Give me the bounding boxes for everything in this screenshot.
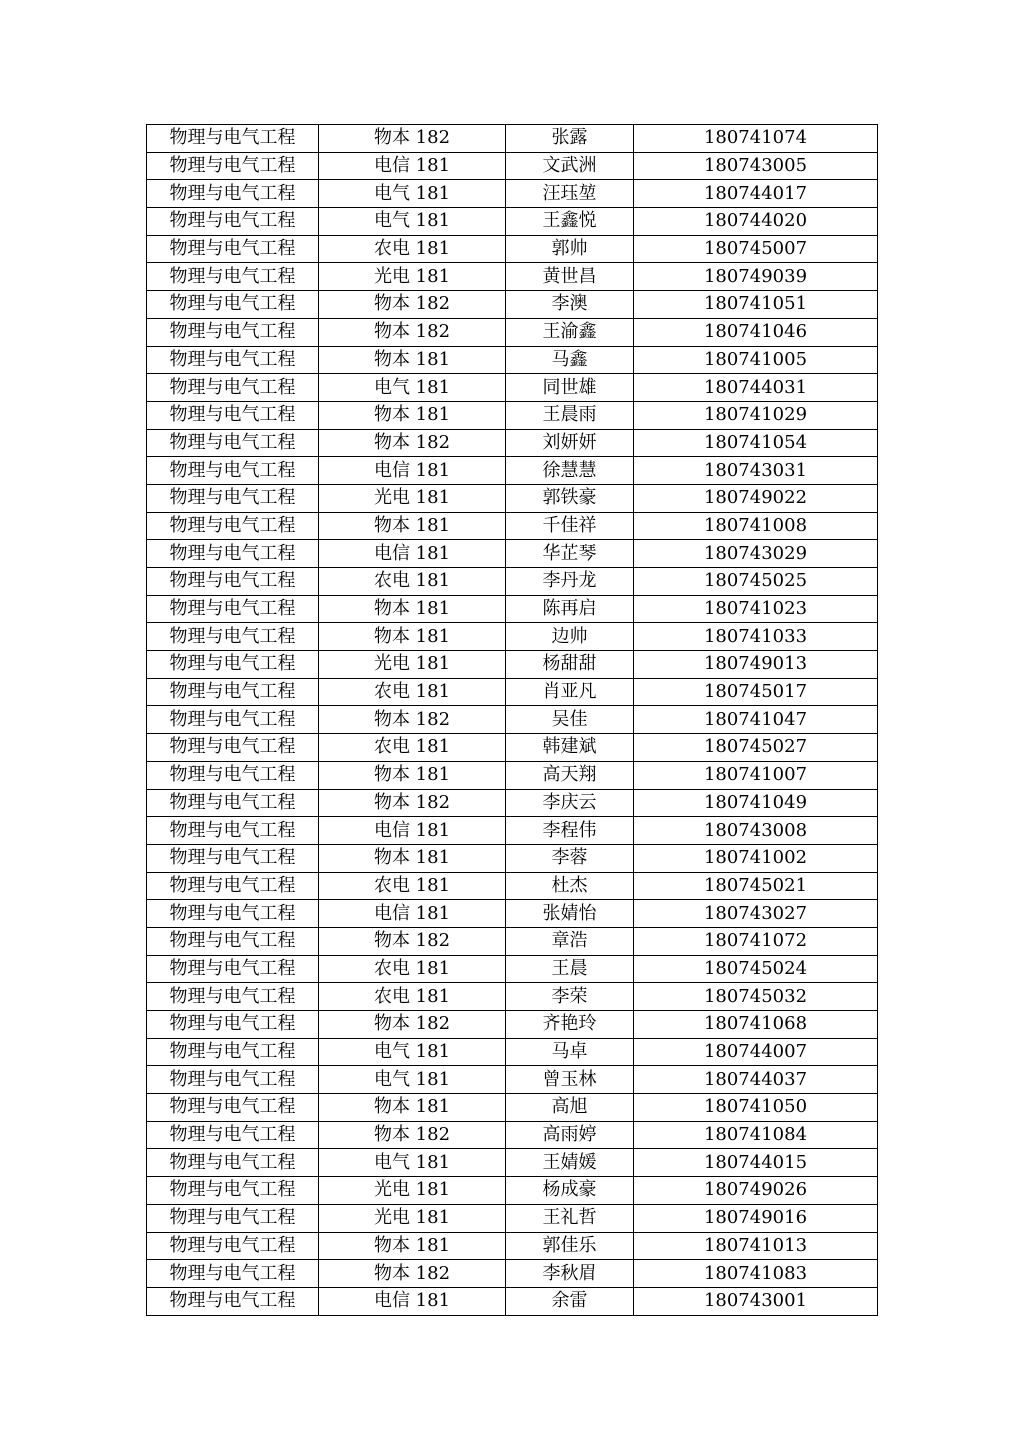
- table-row: [147, 1121, 878, 1149]
- name-cell: 刘妍妍: [506, 429, 634, 457]
- table-row: [147, 678, 878, 706]
- class-cell: 物本 182: [319, 125, 506, 153]
- name-cell: 李蓉: [506, 844, 634, 872]
- table-row: [147, 318, 878, 346]
- student-id-cell: 180741074: [634, 125, 878, 153]
- student-id-cell: 180741068: [634, 1011, 878, 1039]
- student-id-cell: 180741023: [634, 595, 878, 623]
- table-row: [147, 1011, 878, 1039]
- student-id-cell: 180744037: [634, 1066, 878, 1094]
- table-row: [147, 927, 878, 955]
- class-cell: 物本 181: [319, 401, 506, 429]
- student-id-cell: 180741007: [634, 761, 878, 789]
- class-cell: 电信 181: [319, 1287, 506, 1315]
- table-row: [147, 568, 878, 596]
- table-row: [147, 817, 878, 845]
- college-cell: 物理与电气工程: [147, 374, 319, 402]
- table-row: [147, 651, 878, 679]
- student-id-cell: 180745017: [634, 678, 878, 706]
- table-row: [147, 734, 878, 762]
- college-cell: 物理与电气工程: [147, 1177, 319, 1205]
- student-id-cell: 180741046: [634, 318, 878, 346]
- student-id-cell: 180741013: [634, 1232, 878, 1260]
- college-cell: 物理与电气工程: [147, 1038, 319, 1066]
- table-row: [147, 1066, 878, 1094]
- name-cell: 边帅: [506, 623, 634, 651]
- college-cell: 物理与电气工程: [147, 706, 319, 734]
- class-cell: 光电 181: [319, 651, 506, 679]
- name-cell: 李丹龙: [506, 568, 634, 596]
- class-cell: 物本 182: [319, 1011, 506, 1039]
- name-cell: 陈再启: [506, 595, 634, 623]
- college-cell: 物理与电气工程: [147, 1232, 319, 1260]
- table-row: [147, 540, 878, 568]
- table-row: [147, 180, 878, 208]
- college-cell: 物理与电气工程: [147, 208, 319, 236]
- student-id-cell: 180741033: [634, 623, 878, 651]
- class-cell: 物本 182: [319, 927, 506, 955]
- name-cell: 曾玉林: [506, 1066, 634, 1094]
- student-id-cell: 180741008: [634, 512, 878, 540]
- college-cell: 物理与电气工程: [147, 678, 319, 706]
- college-cell: 物理与电气工程: [147, 235, 319, 263]
- name-cell: 马鑫: [506, 346, 634, 374]
- class-cell: 物本 181: [319, 623, 506, 651]
- table-row: [147, 125, 878, 153]
- table-body: [147, 125, 878, 1316]
- class-cell: 电气 181: [319, 374, 506, 402]
- class-cell: 农电 181: [319, 872, 506, 900]
- name-cell: 章浩: [506, 927, 634, 955]
- name-cell: 余雷: [506, 1287, 634, 1315]
- student-id-cell: 180743027: [634, 900, 878, 928]
- table-row: [147, 291, 878, 319]
- table-row: [147, 1038, 878, 1066]
- table-row: [147, 457, 878, 485]
- class-cell: 电信 181: [319, 900, 506, 928]
- table-row: [147, 1177, 878, 1205]
- college-cell: 物理与电气工程: [147, 927, 319, 955]
- college-cell: 物理与电气工程: [147, 1204, 319, 1232]
- name-cell: 王婧媛: [506, 1149, 634, 1177]
- college-cell: 物理与电气工程: [147, 623, 319, 651]
- student-id-cell: 180743001: [634, 1287, 878, 1315]
- name-cell: 齐艳玲: [506, 1011, 634, 1039]
- student-id-cell: 180744017: [634, 180, 878, 208]
- name-cell: 王礼哲: [506, 1204, 634, 1232]
- student-id-cell: 180745024: [634, 955, 878, 983]
- student-id-cell: 180749039: [634, 263, 878, 291]
- class-cell: 光电 181: [319, 263, 506, 291]
- college-cell: 物理与电气工程: [147, 734, 319, 762]
- college-cell: 物理与电气工程: [147, 484, 319, 512]
- college-cell: 物理与电气工程: [147, 1287, 319, 1315]
- college-cell: 物理与电气工程: [147, 651, 319, 679]
- student-id-cell: 180749013: [634, 651, 878, 679]
- table-row: [147, 1149, 878, 1177]
- college-cell: 物理与电气工程: [147, 346, 319, 374]
- table-row: [147, 235, 878, 263]
- name-cell: 肖亚凡: [506, 678, 634, 706]
- name-cell: 黄世昌: [506, 263, 634, 291]
- name-cell: 韩建斌: [506, 734, 634, 762]
- college-cell: 物理与电气工程: [147, 1149, 319, 1177]
- class-cell: 物本 182: [319, 1260, 506, 1288]
- college-cell: 物理与电气工程: [147, 983, 319, 1011]
- class-cell: 电气 181: [319, 1066, 506, 1094]
- student-id-cell: 180741047: [634, 706, 878, 734]
- name-cell: 李秋眉: [506, 1260, 634, 1288]
- class-cell: 物本 181: [319, 761, 506, 789]
- name-cell: 李程伟: [506, 817, 634, 845]
- college-cell: 物理与电气工程: [147, 595, 319, 623]
- class-cell: 光电 181: [319, 484, 506, 512]
- student-id-cell: 180741051: [634, 291, 878, 319]
- class-cell: 农电 181: [319, 678, 506, 706]
- class-cell: 物本 182: [319, 291, 506, 319]
- student-id-cell: 180745025: [634, 568, 878, 596]
- class-cell: 农电 181: [319, 955, 506, 983]
- class-cell: 电信 181: [319, 817, 506, 845]
- class-cell: 物本 182: [319, 429, 506, 457]
- student-id-cell: 180741029: [634, 401, 878, 429]
- college-cell: 物理与电气工程: [147, 1094, 319, 1122]
- name-cell: 吴佳: [506, 706, 634, 734]
- student-id-cell: 180741002: [634, 844, 878, 872]
- name-cell: 高旭: [506, 1094, 634, 1122]
- name-cell: 王渝鑫: [506, 318, 634, 346]
- table-row: [147, 208, 878, 236]
- name-cell: 高天翔: [506, 761, 634, 789]
- table-row: [147, 789, 878, 817]
- college-cell: 物理与电气工程: [147, 1011, 319, 1039]
- college-cell: 物理与电气工程: [147, 1066, 319, 1094]
- class-cell: 电气 181: [319, 180, 506, 208]
- class-cell: 电信 181: [319, 152, 506, 180]
- class-cell: 物本 182: [319, 706, 506, 734]
- college-cell: 物理与电气工程: [147, 401, 319, 429]
- name-cell: 郭铁豪: [506, 484, 634, 512]
- college-cell: 物理与电气工程: [147, 512, 319, 540]
- class-cell: 物本 182: [319, 318, 506, 346]
- college-cell: 物理与电气工程: [147, 955, 319, 983]
- student-id-cell: 180741054: [634, 429, 878, 457]
- class-cell: 农电 181: [319, 983, 506, 1011]
- class-cell: 物本 181: [319, 512, 506, 540]
- table-row: [147, 595, 878, 623]
- student-id-cell: 180745021: [634, 872, 878, 900]
- table-row: [147, 1260, 878, 1288]
- name-cell: 张露: [506, 125, 634, 153]
- class-cell: 物本 181: [319, 346, 506, 374]
- table-row: [147, 983, 878, 1011]
- name-cell: 杜杰: [506, 872, 634, 900]
- class-cell: 物本 181: [319, 1232, 506, 1260]
- college-cell: 物理与电气工程: [147, 761, 319, 789]
- name-cell: 杨甜甜: [506, 651, 634, 679]
- college-cell: 物理与电气工程: [147, 872, 319, 900]
- class-cell: 光电 181: [319, 1204, 506, 1232]
- name-cell: 李澳: [506, 291, 634, 319]
- table-row: [147, 429, 878, 457]
- name-cell: 华芷琴: [506, 540, 634, 568]
- college-cell: 物理与电气工程: [147, 844, 319, 872]
- student-id-cell: 180745007: [634, 235, 878, 263]
- class-cell: 农电 181: [319, 734, 506, 762]
- college-cell: 物理与电气工程: [147, 540, 319, 568]
- student-id-cell: 180749026: [634, 1177, 878, 1205]
- table-row: [147, 1287, 878, 1315]
- college-cell: 物理与电气工程: [147, 817, 319, 845]
- table-row: [147, 1204, 878, 1232]
- table-row: [147, 623, 878, 651]
- student-id-cell: 180745032: [634, 983, 878, 1011]
- student-id-cell: 180749022: [634, 484, 878, 512]
- name-cell: 高雨婷: [506, 1121, 634, 1149]
- name-cell: 文武洲: [506, 152, 634, 180]
- name-cell: 王鑫悦: [506, 208, 634, 236]
- student-id-cell: 180741049: [634, 789, 878, 817]
- student-id-cell: 180743008: [634, 817, 878, 845]
- class-cell: 电气 181: [319, 208, 506, 236]
- student-id-cell: 180743029: [634, 540, 878, 568]
- student-id-cell: 180741050: [634, 1094, 878, 1122]
- student-id-cell: 180744007: [634, 1038, 878, 1066]
- student-id-cell: 180744015: [634, 1149, 878, 1177]
- class-cell: 光电 181: [319, 1177, 506, 1205]
- college-cell: 物理与电气工程: [147, 318, 319, 346]
- student-id-cell: 180743005: [634, 152, 878, 180]
- class-cell: 电信 181: [319, 457, 506, 485]
- college-cell: 物理与电气工程: [147, 789, 319, 817]
- name-cell: 李荣: [506, 983, 634, 1011]
- college-cell: 物理与电气工程: [147, 1260, 319, 1288]
- class-cell: 农电 181: [319, 235, 506, 263]
- class-cell: 物本 182: [319, 1121, 506, 1149]
- student-table: [146, 124, 878, 1316]
- name-cell: 王晨: [506, 955, 634, 983]
- name-cell: 李庆云: [506, 789, 634, 817]
- college-cell: 物理与电气工程: [147, 291, 319, 319]
- name-cell: 郭佳乐: [506, 1232, 634, 1260]
- student-id-cell: 180741005: [634, 346, 878, 374]
- table-row: [147, 512, 878, 540]
- class-cell: 物本 181: [319, 844, 506, 872]
- class-cell: 电气 181: [319, 1149, 506, 1177]
- table-row: [147, 872, 878, 900]
- student-id-cell: 180744020: [634, 208, 878, 236]
- student-id-cell: 180741084: [634, 1121, 878, 1149]
- table-row: [147, 1094, 878, 1122]
- class-cell: 电气 181: [319, 1038, 506, 1066]
- student-id-cell: 180749016: [634, 1204, 878, 1232]
- student-id-cell: 180744031: [634, 374, 878, 402]
- student-id-cell: 180741072: [634, 927, 878, 955]
- name-cell: 徐慧慧: [506, 457, 634, 485]
- college-cell: 物理与电气工程: [147, 568, 319, 596]
- class-cell: 物本 181: [319, 595, 506, 623]
- name-cell: 汪珏堃: [506, 180, 634, 208]
- name-cell: 马卓: [506, 1038, 634, 1066]
- table-row: [147, 263, 878, 291]
- college-cell: 物理与电气工程: [147, 263, 319, 291]
- table-row: [147, 346, 878, 374]
- college-cell: 物理与电气工程: [147, 125, 319, 153]
- college-cell: 物理与电气工程: [147, 180, 319, 208]
- table-row: [147, 706, 878, 734]
- class-cell: 农电 181: [319, 568, 506, 596]
- college-cell: 物理与电气工程: [147, 1121, 319, 1149]
- student-id-cell: 180745027: [634, 734, 878, 762]
- name-cell: 同世雄: [506, 374, 634, 402]
- table-row: [147, 955, 878, 983]
- name-cell: 千佳祥: [506, 512, 634, 540]
- name-cell: 张婧怡: [506, 900, 634, 928]
- name-cell: 郭帅: [506, 235, 634, 263]
- table-row: [147, 401, 878, 429]
- name-cell: 王晨雨: [506, 401, 634, 429]
- class-cell: 电信 181: [319, 540, 506, 568]
- college-cell: 物理与电气工程: [147, 429, 319, 457]
- student-id-cell: 180741083: [634, 1260, 878, 1288]
- table-row: [147, 374, 878, 402]
- class-cell: 物本 182: [319, 789, 506, 817]
- table-row: [147, 900, 878, 928]
- name-cell: 杨成豪: [506, 1177, 634, 1205]
- class-cell: 物本 181: [319, 1094, 506, 1122]
- table-row: [147, 152, 878, 180]
- student-id-cell: 180743031: [634, 457, 878, 485]
- table-row: [147, 844, 878, 872]
- table-row: [147, 761, 878, 789]
- table-row: [147, 484, 878, 512]
- college-cell: 物理与电气工程: [147, 457, 319, 485]
- college-cell: 物理与电气工程: [147, 900, 319, 928]
- table-row: [147, 1232, 878, 1260]
- college-cell: 物理与电气工程: [147, 152, 319, 180]
